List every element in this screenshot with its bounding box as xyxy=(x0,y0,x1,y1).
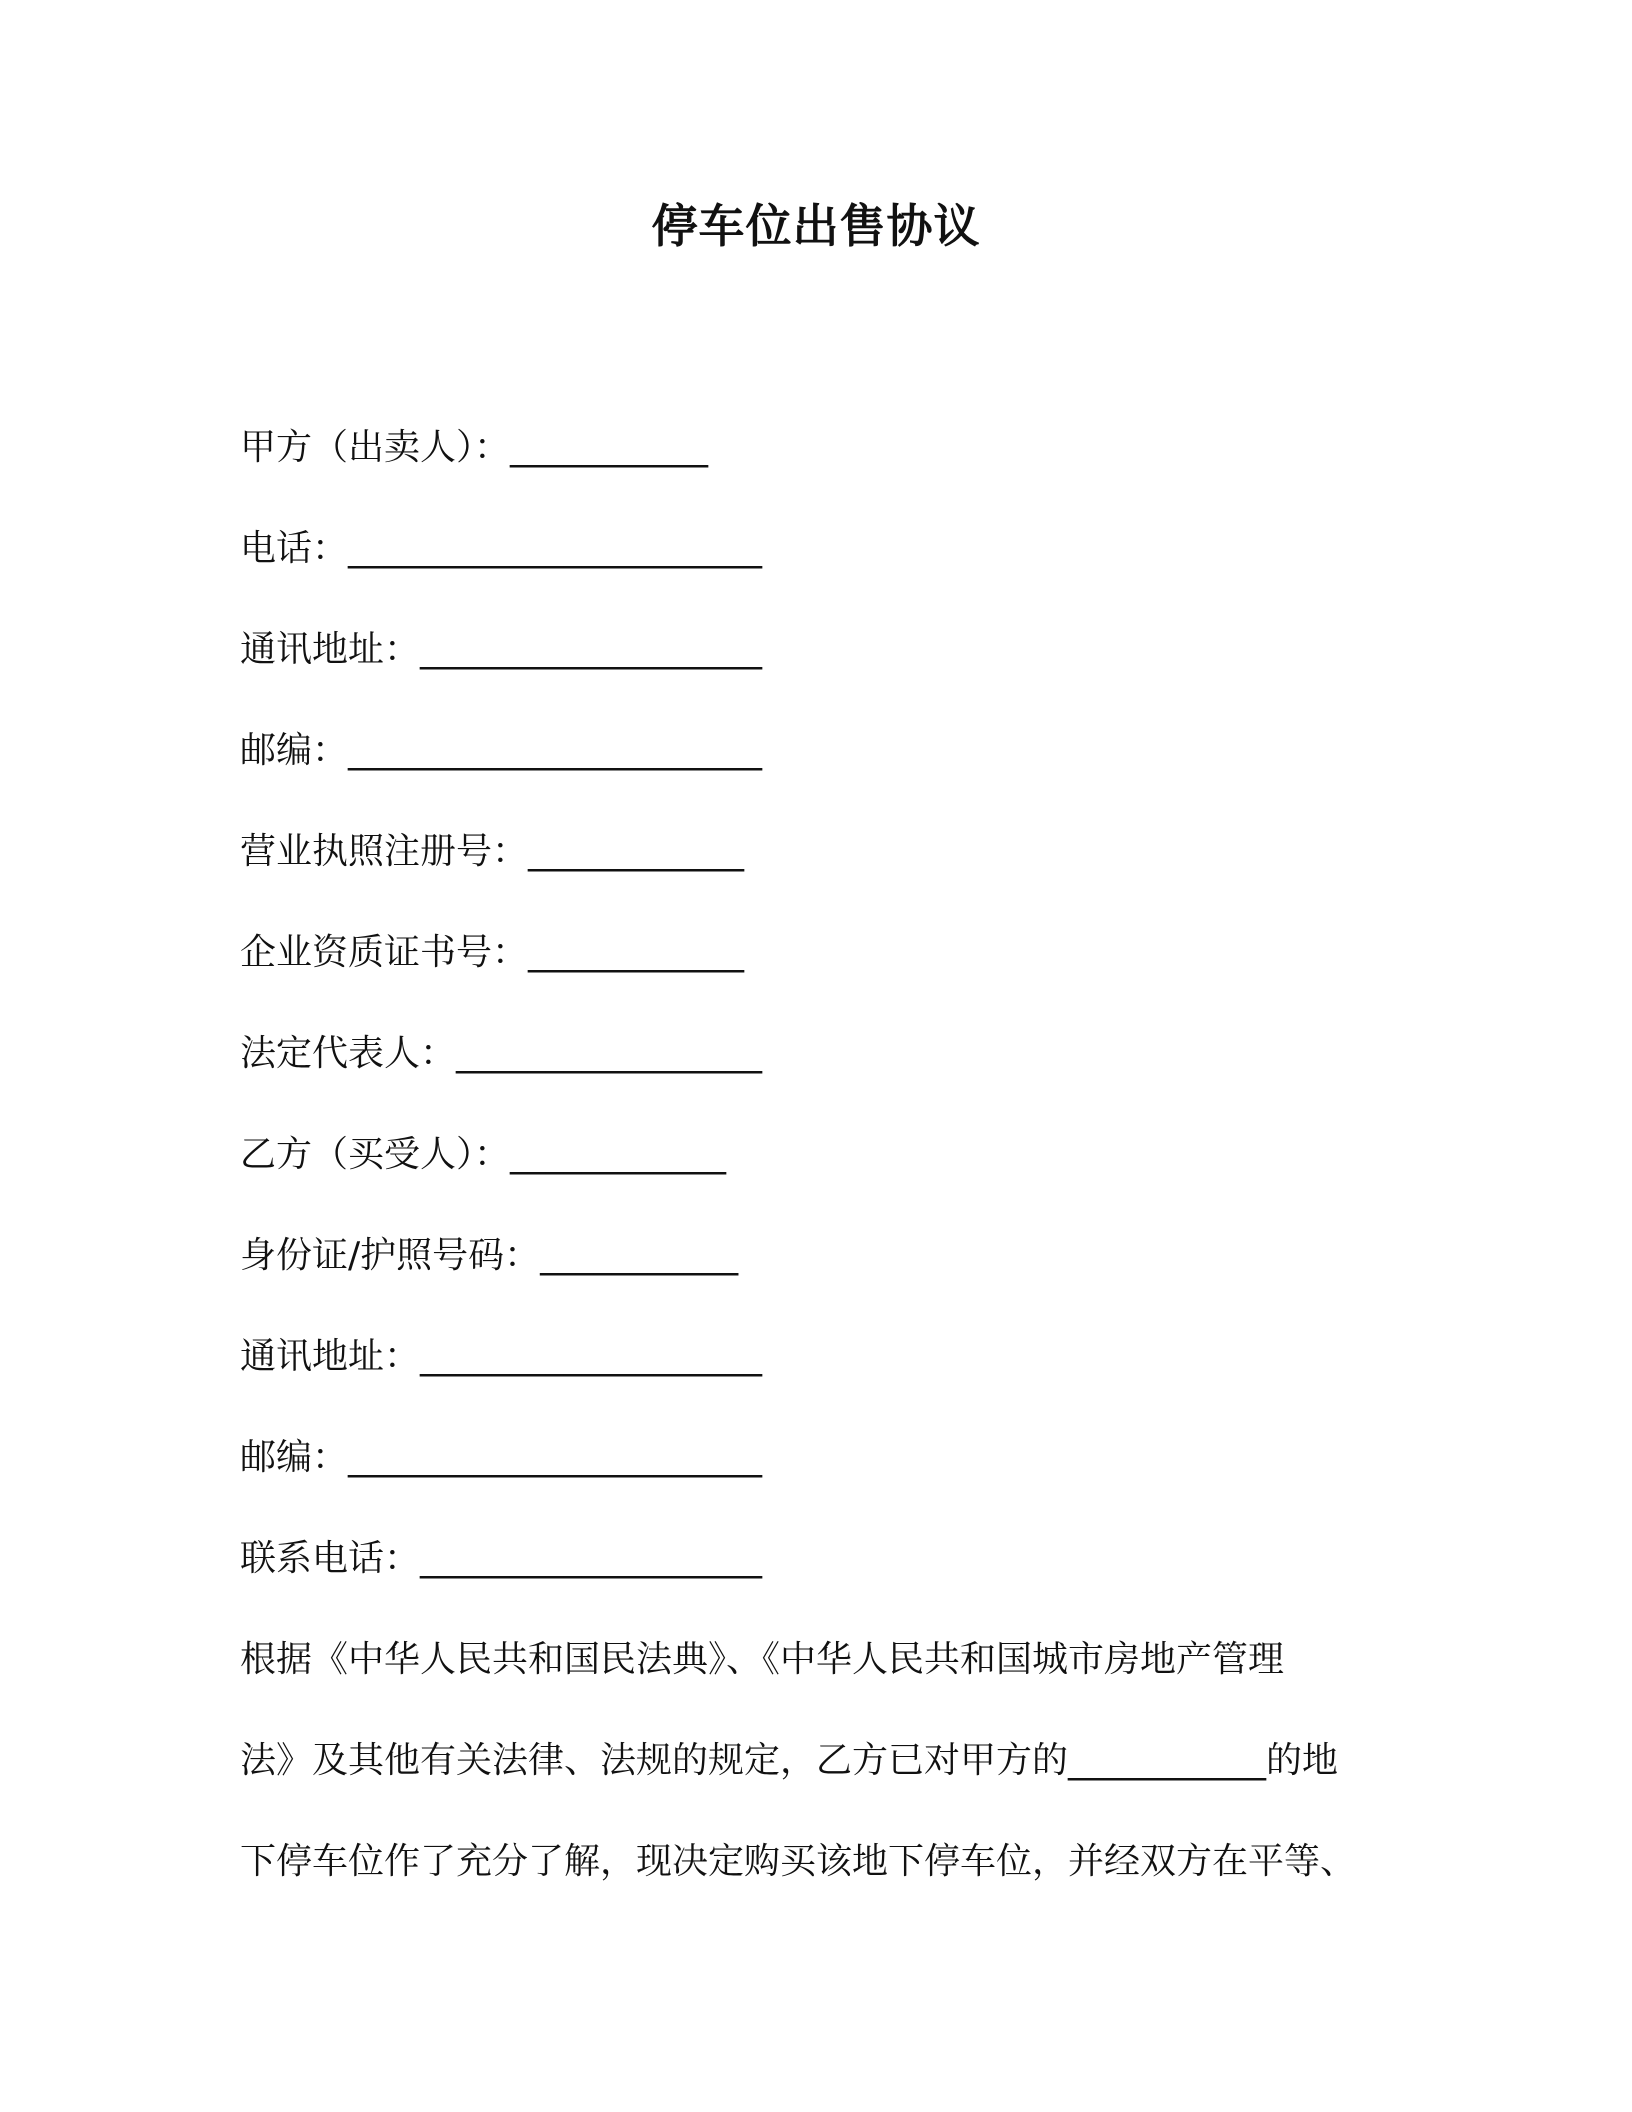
fill-in-blank: ___________________ xyxy=(420,629,763,670)
fill-in-blank: ____________ xyxy=(528,831,745,872)
fill-in-blank: _______________________ xyxy=(348,528,763,569)
field-seller-address xyxy=(240,620,1400,721)
field-label: 法定代表人： xyxy=(240,1033,457,1074)
fill-in-blank: _______________________ xyxy=(348,730,763,771)
field-label: 营业执照注册号： xyxy=(240,831,529,872)
fill-in-blank: ___________ xyxy=(540,1235,739,1276)
fill-in-blank: ____________ xyxy=(528,932,745,973)
document-title: 停车位出售协议 xyxy=(651,199,981,253)
field-label: 电话： xyxy=(240,528,349,569)
fill-in-blank: _______________________ xyxy=(348,1437,763,1478)
field-seller xyxy=(240,418,1400,519)
fill-in-blank: ___________________ xyxy=(420,1336,763,1377)
paragraph-line: 根据《中华人民共和国民法典》、《中华人民共和国城市房地产管理 xyxy=(240,1639,1285,1680)
fill-in-blank: _________________ xyxy=(456,1033,763,1074)
party-info-fields xyxy=(240,418,1400,1630)
field-label: 身份证/护照号码： xyxy=(240,1235,541,1276)
field-legal-representative xyxy=(240,1024,1400,1125)
agreement-paragraph xyxy=(240,1630,1400,1933)
field-label: 企业资质证书号： xyxy=(240,932,529,973)
field-label: 邮编： xyxy=(240,1437,349,1478)
field-buyer-postcode xyxy=(240,1428,1400,1529)
fill-in-blank: ____________ xyxy=(510,1134,727,1175)
field-label: 联系电话： xyxy=(240,1538,421,1579)
paragraph-line: 法》及其他有关法律、法规的规定，乙方已对甲方的___________的地 xyxy=(240,1740,1339,1781)
field-label: 邮编： xyxy=(240,730,349,771)
field-buyer xyxy=(240,1125,1400,1226)
field-label: 通讯地址： xyxy=(240,1336,421,1377)
field-buyer-phone xyxy=(240,1529,1400,1630)
fill-in-blank: ___________________ xyxy=(420,1538,763,1579)
field-label: 乙方（买受人）： xyxy=(240,1134,511,1175)
field-label: 甲方（出卖人）： xyxy=(240,427,511,468)
field-business-license xyxy=(240,822,1400,923)
paragraph-line: 下停车位作了充分了解，现决定购买该地下停车位，并经双方在平等、 xyxy=(240,1841,1357,1882)
field-buyer-id xyxy=(240,1226,1400,1327)
field-qualification-cert xyxy=(240,923,1400,1024)
field-seller-phone xyxy=(240,519,1400,620)
field-buyer-address xyxy=(240,1327,1400,1428)
fill-in-blank: ___________ xyxy=(510,427,709,468)
field-label: 通讯地址： xyxy=(240,629,421,670)
field-seller-postcode xyxy=(240,721,1400,822)
